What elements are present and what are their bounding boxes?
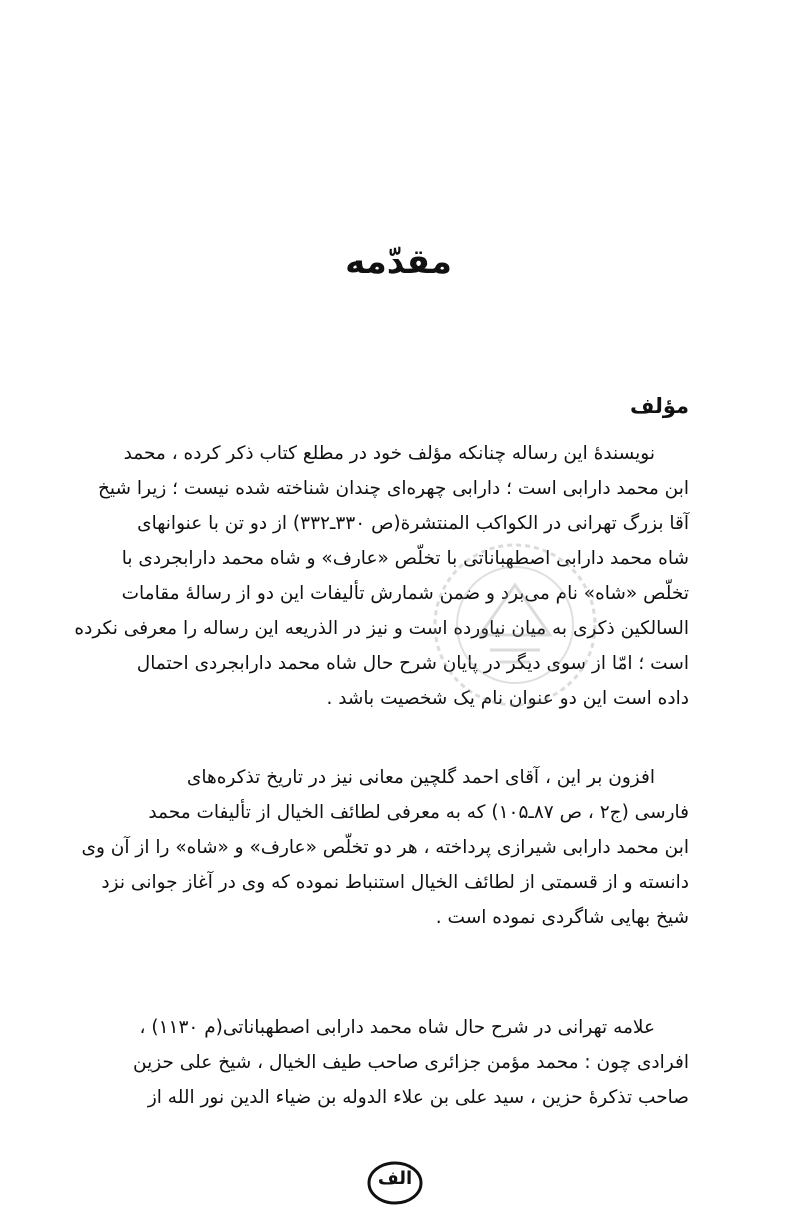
paragraph-1	[74, 436, 689, 716]
library-watermark-icon	[430, 540, 600, 710]
paragraph-2	[81, 760, 689, 935]
paragraph-line: ابن محمد دارابی شیرازی پرداخته ، هر دو تخلّص «عارف» و «شاه» را از آن وی	[81, 837, 689, 858]
paragraph-line: دانسته و از قسمتی از لطائف الخیال استنباط نموده که وی در آغاز جوانی نزد	[101, 872, 689, 893]
paragraph-line: السالکین ذکری به میان نیاورده است و نیز در الذریعه این رساله را معرفی نکرده	[74, 618, 689, 639]
paragraph-line: داده است این دو عنوان نام یک شخصیت باشد .	[326, 688, 689, 709]
paragraph-line: ابن محمد دارابی است ؛ دارابی چهره‌ای چندان شناخته شده نیست ؛ زیرا شیخ	[97, 478, 689, 499]
page-number: الف	[377, 1168, 413, 1189]
paragraph-line: علامه تهرانی در شرح حال شاه محمد دارابی اصطهباناتی(م ۱۱۳۰) ،	[139, 1017, 655, 1038]
paragraph-line: است ؛ امّا از سوی دیگر در پایان شرح حال شاه محمد دارابجردی احتمال	[136, 653, 689, 674]
paragraph-line: افزون بر این ، آقای احمد گلچین معانی نیز در تاریخ تذکره‌های	[186, 767, 655, 788]
paragraph-line: افرادی چون : محمد مؤمن جزائری صاحب طیف الخیال ، شیخ علی حزین	[132, 1052, 689, 1073]
paragraph-line: نویسندهٔ این رساله چنانکه مؤلف خود در مطلع کتاب ذکر کرده ، محمد	[123, 443, 655, 464]
paragraph-line: تخلّص «شاه» نام می‌برد و ضمن شمارش تألیفات این دو از رسالهٔ مقامات	[121, 583, 689, 604]
paragraph-line: شاه محمد دارابی اصطهباناتی با تخلّص «عارف» و شاه محمد دارابجردی با	[121, 548, 689, 569]
page-title: مقدّمه	[345, 242, 452, 282]
paragraph-line: آقا بزرگ تهرانی در الکواکب المنتشرة(ص ۳۳۰ـ۳۳۲) از دو تن با عنوانهای	[137, 513, 689, 534]
paragraph-3	[108, 1010, 689, 1115]
paragraph-line: صاحب تذکرهٔ حزین ، سید علی بن علاء الدوله بن ضیاء الدین نور الله از	[147, 1087, 689, 1108]
paragraph-line: فارسی (ج۲ ، ص ۸۷ـ۱۰۵) که به معرفی لطائف الخیال از تألیفات محمد	[148, 802, 689, 823]
section-heading: مؤلف	[629, 394, 689, 418]
paragraph-line: شیخ بهایی شاگردی نموده است .	[435, 907, 689, 928]
